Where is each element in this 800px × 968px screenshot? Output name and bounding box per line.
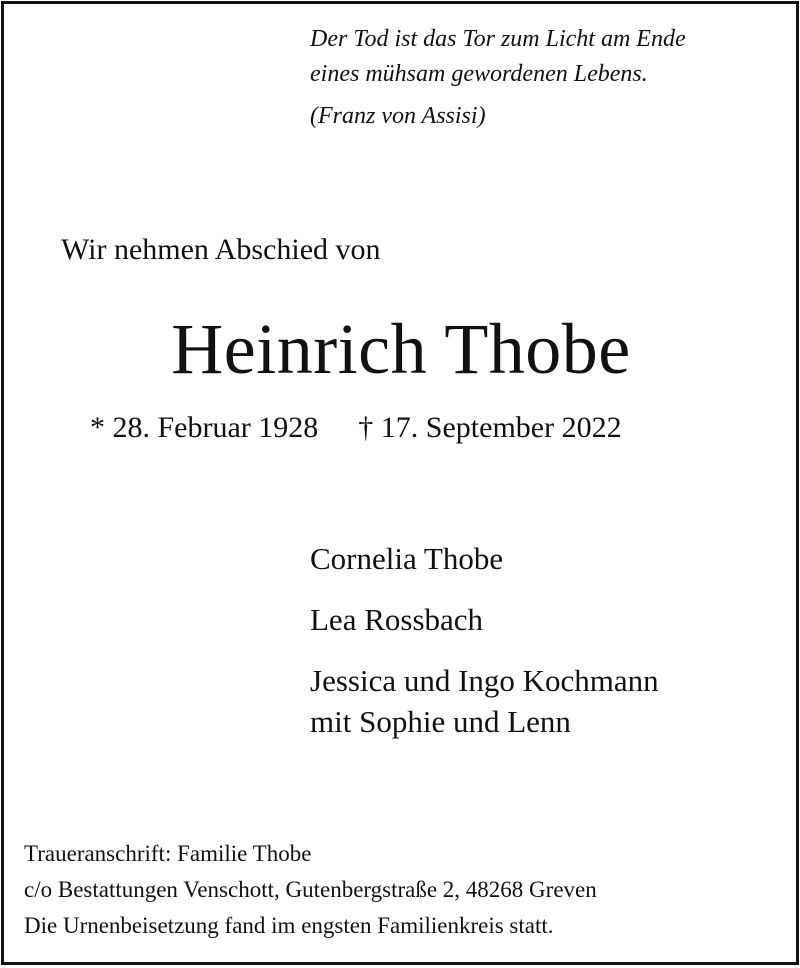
quote-block <box>310 22 780 134</box>
quote-line-2: eines mühsam gewordenen Lebens. <box>310 61 648 87</box>
life-dates <box>90 408 622 448</box>
mourner-name: Lea Rossbach <box>310 602 484 637</box>
mourners-list <box>310 538 659 742</box>
mourner-name-continuation: mit Sophie und Lenn <box>310 704 571 739</box>
mourning-address-line-1: Traueranschrift: Familie Thobe <box>24 841 312 866</box>
mourner-name: Jessica und Ingo Kochmann <box>310 663 659 698</box>
intro-text: Wir nehmen Abschied von <box>61 233 381 266</box>
birth-date: * 28. Februar 1928 <box>90 411 319 444</box>
burial-note: Die Urnenbeisetzung fand im engsten Familienkreis statt. <box>24 913 554 938</box>
mourner-name: Cornelia Thobe <box>310 541 504 576</box>
deceased-name: Heinrich Thobe <box>171 309 631 389</box>
quote-line-1: Der Tod ist das Tor zum Licht am Ende <box>310 26 686 52</box>
mourning-address-line-2: c/o Bestattungen Venschott, Gutenbergstraße 2, 48268 Greven <box>24 877 597 902</box>
footer-info <box>24 836 597 944</box>
obituary-notice <box>1 1 799 965</box>
death-date: † 17. September 2022 <box>358 411 622 444</box>
quote-attribution: (Franz von Assisi) <box>310 103 486 129</box>
